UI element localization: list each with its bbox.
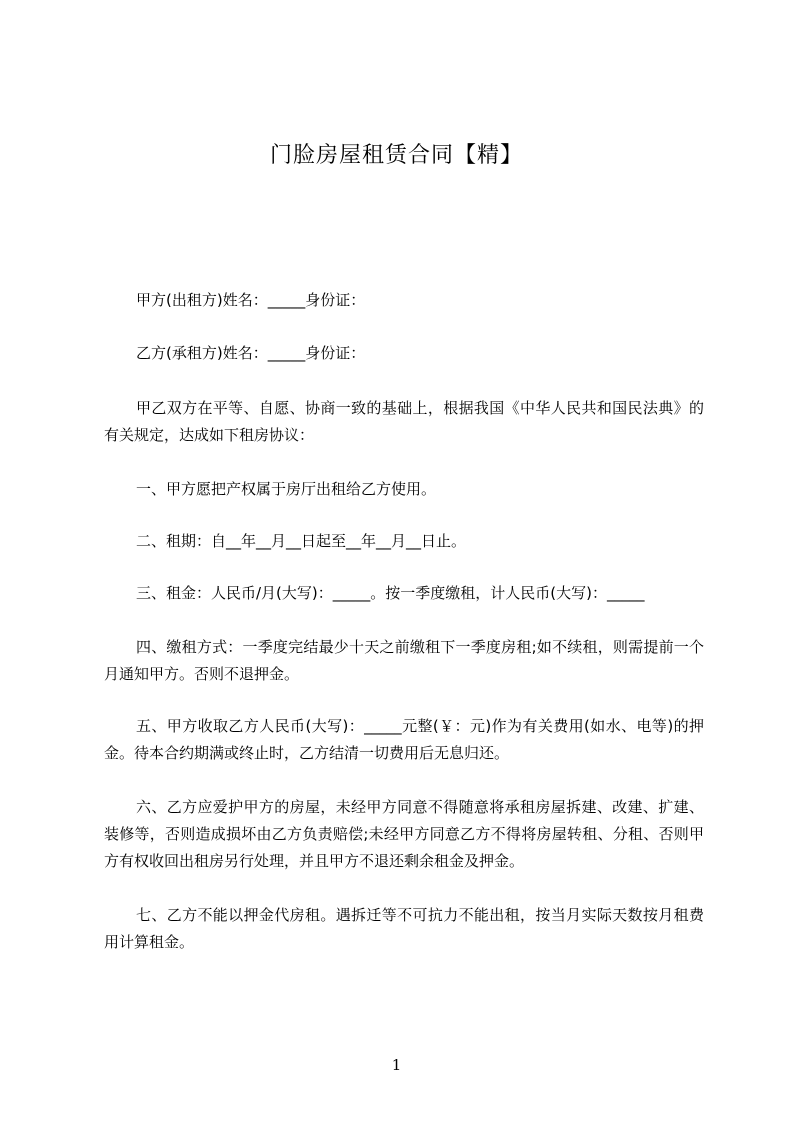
clause-4: 四、缴租方式：一季度完结最少十天之前缴租下一季度房租;如不续租，则需提前一个月通知甲方。否则不退押金。 bbox=[104, 638, 704, 683]
clause-1: 一、甲方愿把产权属于房厅出租给乙方使用。 bbox=[136, 480, 437, 498]
clause-2: 二、租期：自__年__月__日起至__年__月__日止。 bbox=[136, 532, 467, 550]
clause-7: 七、乙方不能以押金代房租。遇拆迁等不可抗力不能出租，按当月实际天数按月租费用计算租金。 bbox=[104, 906, 704, 951]
page-number: 1 bbox=[391, 1056, 402, 1074]
party-b-line: 乙方(承租方)姓名：_____身份证： bbox=[136, 344, 366, 362]
clause-5: 五、甲方收取乙方人民币(大写)：_____元整(￥：元)作为有关费用(如水、电等)的押金。待本合约期满或终止时，乙方结清一切费用后无息归还。 bbox=[104, 717, 704, 762]
document-title: 门脸房屋租赁合同【精】 bbox=[269, 143, 523, 168]
party-a-line: 甲方(出租方)姓名：_____身份证： bbox=[136, 291, 366, 309]
clause-3: 三、租金：人民币/月(大写)：_____。按一季度缴租，计人民币(大写)：_____ bbox=[136, 584, 645, 602]
clause-6: 六、乙方应爱护甲方的房屋，未经甲方同意不得随意将承租房屋拆建、改建、扩建、装修等，否则造成损坏由乙方负责赔偿;未经甲方同意乙方不得将房屋转租、分租、否则甲方有权收回出租房另行处理，并且甲方不退还剩余租金及押金。 bbox=[104, 798, 704, 870]
preamble-paragraph: 甲乙双方在平等、自愿、协商一致的基础上，根据我国《中华人民共和国民法典》的有关规定，达成如下租房协议： bbox=[104, 399, 704, 444]
